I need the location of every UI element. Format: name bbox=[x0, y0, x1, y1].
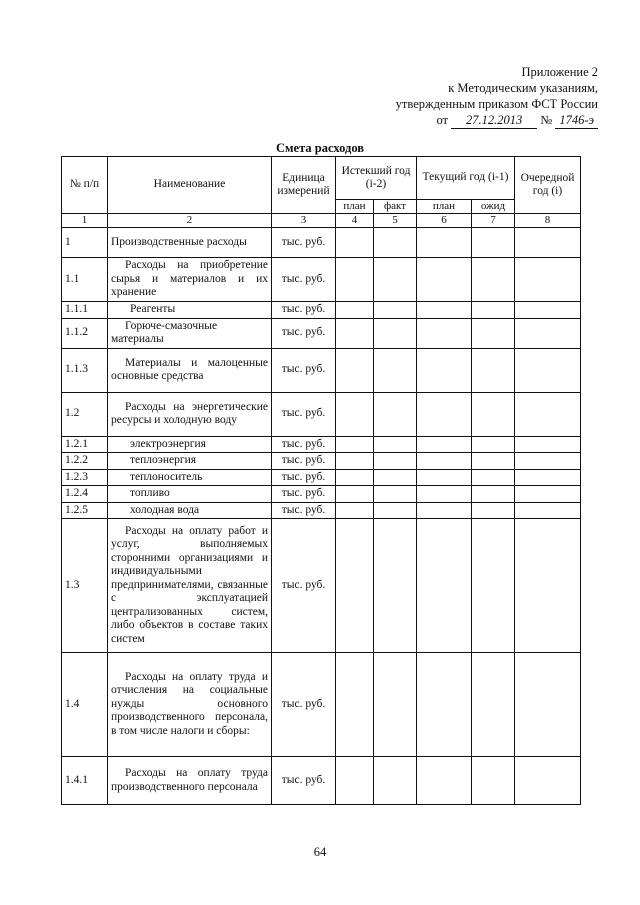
value-cell bbox=[472, 653, 515, 757]
value-cell bbox=[374, 502, 417, 519]
value-cell bbox=[336, 302, 374, 319]
value-cell bbox=[472, 436, 515, 453]
value-cell bbox=[336, 228, 374, 258]
value-cell bbox=[336, 469, 374, 486]
value-cell bbox=[515, 519, 581, 653]
number-prefix: № bbox=[540, 113, 553, 127]
row-number: 1.2 bbox=[62, 392, 108, 436]
row-unit: тыс. руб. bbox=[272, 653, 336, 757]
column-number: 6 bbox=[417, 214, 472, 228]
value-cell bbox=[472, 502, 515, 519]
row-unit: тыс. руб. bbox=[272, 348, 336, 392]
document-title: Смета расходов bbox=[275, 141, 365, 155]
row-name: Реагенты bbox=[108, 302, 272, 319]
value-cell bbox=[515, 653, 581, 757]
row-name: Производственные расходы bbox=[108, 228, 272, 258]
row-unit: тыс. руб. bbox=[272, 318, 336, 348]
header-plan: план bbox=[336, 200, 374, 214]
value-cell bbox=[336, 348, 374, 392]
approval-reference: утвержденным приказом ФСТ России bbox=[395, 97, 598, 111]
table-row bbox=[62, 392, 581, 436]
row-number: 1.1.1 bbox=[62, 302, 108, 319]
value-cell bbox=[417, 392, 472, 436]
value-cell bbox=[336, 453, 374, 470]
row-number: 1.1.3 bbox=[62, 348, 108, 392]
header-num: № п/п bbox=[62, 157, 108, 214]
value-cell bbox=[515, 757, 581, 805]
appendix-reference: к Методическим указаниям, bbox=[448, 81, 598, 95]
value-cell bbox=[417, 519, 472, 653]
row-unit: тыс. руб. bbox=[272, 502, 336, 519]
table-row bbox=[62, 302, 581, 319]
value-cell bbox=[374, 392, 417, 436]
value-cell bbox=[417, 469, 472, 486]
value-cell bbox=[472, 318, 515, 348]
value-cell bbox=[374, 436, 417, 453]
value-cell bbox=[417, 486, 472, 503]
expense-table bbox=[61, 156, 581, 805]
row-number: 1.1 bbox=[62, 258, 108, 302]
row-name: топливо bbox=[108, 486, 272, 503]
header-fact: факт bbox=[374, 200, 417, 214]
value-cell bbox=[472, 757, 515, 805]
column-number: 2 bbox=[108, 214, 272, 228]
value-cell bbox=[374, 453, 417, 470]
value-cell bbox=[374, 318, 417, 348]
table-row bbox=[62, 653, 581, 757]
value-cell bbox=[472, 348, 515, 392]
value-cell bbox=[417, 757, 472, 805]
row-number: 1.2.4 bbox=[62, 486, 108, 503]
table-row bbox=[62, 453, 581, 470]
row-number: 1.3 bbox=[62, 519, 108, 653]
value-cell bbox=[515, 436, 581, 453]
value-cell bbox=[374, 757, 417, 805]
table-row bbox=[62, 519, 581, 653]
document-header bbox=[396, 64, 598, 129]
value-cell bbox=[374, 519, 417, 653]
value-cell bbox=[515, 453, 581, 470]
value-cell bbox=[336, 436, 374, 453]
value-cell bbox=[472, 486, 515, 503]
table-row bbox=[62, 318, 581, 348]
value-cell bbox=[417, 436, 472, 453]
order-date-line bbox=[396, 112, 598, 129]
table-row bbox=[62, 436, 581, 453]
value-cell bbox=[374, 653, 417, 757]
value-cell bbox=[515, 469, 581, 486]
row-number: 1.2.5 bbox=[62, 502, 108, 519]
row-number: 1.4 bbox=[62, 653, 108, 757]
value-cell bbox=[472, 228, 515, 258]
header-curr-year: Текущий год (i-1) bbox=[417, 157, 515, 200]
row-unit: тыс. руб. bbox=[272, 519, 336, 653]
value-cell bbox=[472, 258, 515, 302]
row-name: Расходы на приобретение сырья и материалов и их хранение bbox=[108, 258, 272, 302]
header-prev-year: Истекший год (i-2) bbox=[336, 157, 417, 200]
row-unit: тыс. руб. bbox=[272, 258, 336, 302]
value-cell bbox=[336, 486, 374, 503]
table-row bbox=[62, 348, 581, 392]
value-cell bbox=[374, 348, 417, 392]
value-cell bbox=[417, 302, 472, 319]
row-name: электроэнергия bbox=[108, 436, 272, 453]
value-cell bbox=[336, 502, 374, 519]
date-prefix: от bbox=[436, 113, 448, 127]
row-unit: тыс. руб. bbox=[272, 392, 336, 436]
row-name: Горюче-смазочные материалы bbox=[108, 318, 272, 348]
column-number: 7 bbox=[472, 214, 515, 228]
row-name: Расходы на оплату работ и услуг, выполняемых сторонними организациями и индивидуальными предпринимателями, связанные с эксплуатацией централизованных систем, либо объектов в составе таких систем bbox=[108, 519, 272, 653]
value-cell bbox=[374, 228, 417, 258]
value-cell bbox=[374, 302, 417, 319]
value-cell bbox=[472, 453, 515, 470]
order-date: 27.12.2013 bbox=[451, 112, 537, 129]
table-row bbox=[62, 228, 581, 258]
row-number: 1.4.1 bbox=[62, 757, 108, 805]
row-unit: тыс. руб. bbox=[272, 228, 336, 258]
row-unit: тыс. руб. bbox=[272, 436, 336, 453]
value-cell bbox=[417, 318, 472, 348]
value-cell bbox=[515, 258, 581, 302]
appendix-label: Приложение 2 bbox=[521, 65, 598, 79]
row-name: Расходы на оплату труда и отчисления на социальные нужды основного производственного персонала, в том числе налоги и сборы: bbox=[108, 653, 272, 757]
value-cell bbox=[374, 258, 417, 302]
table-row bbox=[62, 469, 581, 486]
value-cell bbox=[472, 392, 515, 436]
table-row bbox=[62, 502, 581, 519]
page-number: 64 bbox=[313, 845, 327, 859]
value-cell bbox=[417, 502, 472, 519]
row-name: Материалы и малоценные основные средства bbox=[108, 348, 272, 392]
value-cell bbox=[472, 469, 515, 486]
row-unit: тыс. руб. bbox=[272, 469, 336, 486]
row-name: Расходы на оплату труда производственного персонала bbox=[108, 757, 272, 805]
value-cell bbox=[515, 348, 581, 392]
value-cell bbox=[336, 258, 374, 302]
value-cell bbox=[515, 502, 581, 519]
header-expected: ожид bbox=[472, 200, 515, 214]
value-cell bbox=[336, 392, 374, 436]
value-cell bbox=[417, 258, 472, 302]
value-cell bbox=[515, 302, 581, 319]
table-row bbox=[62, 486, 581, 503]
value-cell bbox=[374, 486, 417, 503]
value-cell bbox=[374, 469, 417, 486]
value-cell bbox=[515, 392, 581, 436]
table-row bbox=[62, 757, 581, 805]
row-number: 1.2.2 bbox=[62, 453, 108, 470]
row-unit: тыс. руб. bbox=[272, 486, 336, 503]
row-number: 1.2.3 bbox=[62, 469, 108, 486]
column-number: 8 bbox=[515, 214, 581, 228]
value-cell bbox=[417, 653, 472, 757]
column-number: 4 bbox=[336, 214, 374, 228]
order-number: 1746-э bbox=[555, 112, 598, 129]
column-number-row bbox=[62, 214, 581, 228]
header-unit: Единица измерений bbox=[272, 157, 336, 214]
row-name: холодная вода bbox=[108, 502, 272, 519]
value-cell bbox=[515, 228, 581, 258]
column-number: 3 bbox=[272, 214, 336, 228]
row-name: теплоноситель bbox=[108, 469, 272, 486]
row-name: теплоэнергия bbox=[108, 453, 272, 470]
value-cell bbox=[336, 653, 374, 757]
value-cell bbox=[472, 302, 515, 319]
row-unit: тыс. руб. bbox=[272, 302, 336, 319]
row-number: 1 bbox=[62, 228, 108, 258]
value-cell bbox=[417, 453, 472, 470]
value-cell bbox=[515, 486, 581, 503]
header-plan-current: план bbox=[417, 200, 472, 214]
value-cell bbox=[336, 519, 374, 653]
value-cell bbox=[336, 318, 374, 348]
value-cell bbox=[472, 519, 515, 653]
row-name: Расходы на энергетические ресурсы и холодную воду bbox=[108, 392, 272, 436]
row-number: 1.2.1 bbox=[62, 436, 108, 453]
header-name: Наименование bbox=[108, 157, 272, 214]
column-number: 5 bbox=[374, 214, 417, 228]
value-cell bbox=[336, 757, 374, 805]
column-number: 1 bbox=[62, 214, 108, 228]
value-cell bbox=[515, 318, 581, 348]
value-cell bbox=[417, 228, 472, 258]
row-unit: тыс. руб. bbox=[272, 757, 336, 805]
row-unit: тыс. руб. bbox=[272, 453, 336, 470]
header-next-year: Очередной год (i) bbox=[515, 157, 581, 214]
row-number: 1.1.2 bbox=[62, 318, 108, 348]
value-cell bbox=[417, 348, 472, 392]
table-row bbox=[62, 258, 581, 302]
